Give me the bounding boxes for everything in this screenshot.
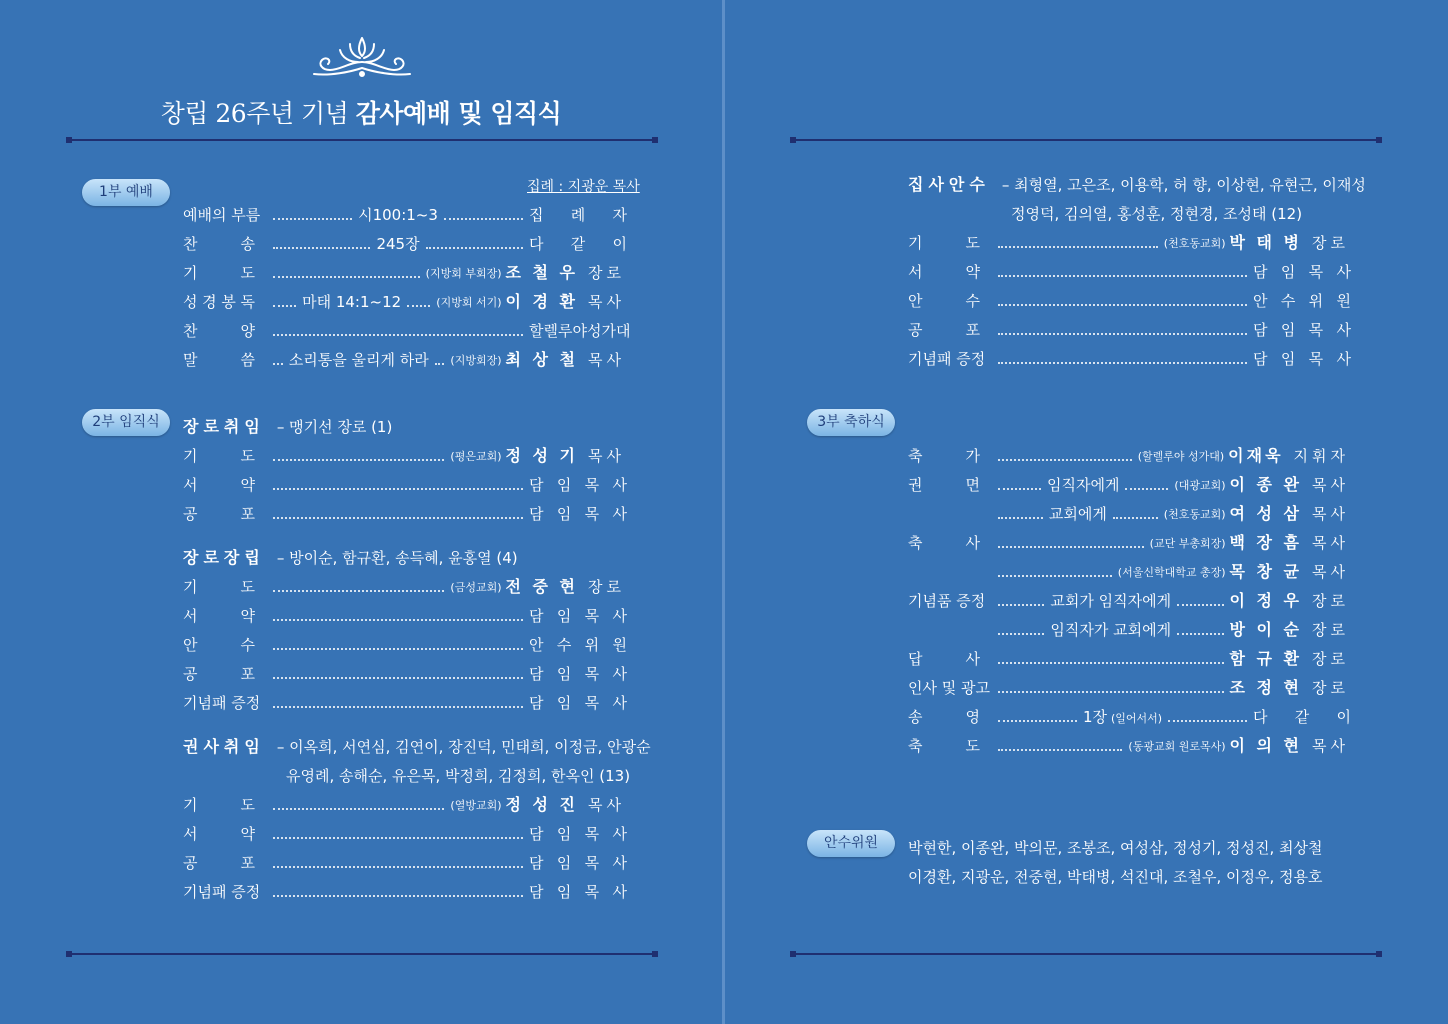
person-affiliation: (대광교회) [1174, 479, 1226, 492]
leader-dots [407, 305, 430, 307]
section-names: – 이옥희, 서연심, 김연이, 장진덕, 민태희, 이정금, 안광순 [276, 738, 651, 756]
row-label: 답 사 [908, 650, 980, 668]
person-affiliation: (천호동교회) [1163, 508, 1226, 521]
row-role: 담 임 목 사 [1253, 321, 1351, 339]
leader-dots [273, 895, 523, 897]
row-person [1230, 472, 1350, 498]
row-role: 담 임 목 사 [529, 665, 627, 683]
program-row [908, 646, 1351, 672]
program-row [908, 733, 1351, 759]
row-person [506, 443, 626, 469]
section-heading: 권사취임 [183, 737, 265, 756]
row-detail: 소리통을 울리게 하라 [288, 351, 429, 369]
row-person [1230, 559, 1350, 585]
leader-dots [998, 362, 1247, 364]
leader-dots [1125, 488, 1168, 490]
leader-dots [273, 218, 352, 220]
title-main: 감사예배 및 임직식 [355, 99, 562, 128]
leader-dots [444, 218, 523, 220]
committee-line1: 박현한, 이종완, 박의문, 조봉조, 여성삼, 정성기, 정성진, 최상철 [908, 839, 1323, 857]
ornament-icon [310, 34, 414, 80]
committee-badge: 안수위원 [807, 830, 895, 857]
person-affiliation: (서울신학대학교 총장) [1117, 566, 1226, 579]
person-affiliation: (평은교회) [450, 450, 502, 463]
row-label: 서 약 [183, 476, 255, 494]
part1-badge: 1부 예배 [82, 179, 170, 206]
section-names: – 최형열, 고은조, 이용학, 허 향, 이상현, 유현근, 이재성 [1001, 176, 1366, 194]
person-title: 장로 [1312, 650, 1349, 668]
program-row [183, 574, 627, 600]
row-role: 담 임 목 사 [529, 694, 627, 712]
row-label: 말 씀 [183, 351, 255, 369]
row-detail: 교회에게 [1048, 505, 1107, 523]
row-label: 기 도 [908, 234, 980, 252]
person-affiliation: (금성교회) [450, 581, 502, 594]
leader-dots [273, 706, 523, 708]
person-affiliation: (할렐루야 성가대) [1137, 450, 1225, 463]
row-role: 안 수 위 원 [529, 636, 627, 654]
section-names-cont [1011, 201, 1302, 227]
person-name: 목 창 균 [1229, 562, 1303, 581]
section-heading-row [908, 172, 1366, 198]
leader-dots [1113, 517, 1158, 519]
person-title: 장로 [1312, 234, 1349, 252]
leader-dots [1168, 720, 1247, 722]
leader-dots [273, 247, 370, 249]
leader-dots [998, 604, 1044, 606]
leader-dots [998, 459, 1132, 461]
program-row [183, 603, 627, 629]
person-affiliation: (열방교회) [450, 799, 502, 812]
person-name: 정 성 진 [505, 795, 579, 814]
person-title: 장로 [1312, 592, 1349, 610]
program-row [183, 632, 627, 658]
row-detail: 임직자에게 [1046, 476, 1120, 494]
row-role: 담 임 목 사 [529, 883, 627, 901]
person-title: 장로 [1312, 679, 1349, 697]
leader-dots [273, 808, 444, 810]
program-row [908, 443, 1351, 469]
top-rule [68, 139, 656, 141]
row-role: 담 임 목 사 [1253, 263, 1351, 281]
program-row [908, 472, 1351, 498]
row-label: 공 포 [183, 665, 255, 683]
program-row [183, 318, 631, 344]
row-label: 공 포 [183, 505, 255, 523]
row-label: 서 약 [183, 825, 255, 843]
row-role: 다 같 이 [1253, 708, 1351, 726]
row-person [1230, 733, 1350, 759]
leader-dots [273, 837, 523, 839]
row-label: 공 포 [908, 321, 980, 339]
program-row [183, 260, 627, 286]
program-row [183, 501, 627, 527]
program-row [908, 588, 1351, 614]
row-label: 기 도 [183, 264, 255, 282]
person-title: 목사 [588, 351, 625, 369]
program-row [908, 617, 1351, 643]
person-name: 최 상 철 [505, 350, 579, 369]
program-row [908, 675, 1351, 701]
leader-dots [273, 866, 523, 868]
person-name: 함 규 환 [1229, 649, 1303, 668]
program-row [908, 501, 1351, 527]
program-row [183, 661, 627, 687]
program-row [183, 443, 627, 469]
person-name: 방 이 순 [1229, 620, 1303, 639]
row-label: 찬 송 [183, 235, 255, 253]
row-label: 권 면 [908, 476, 980, 494]
row-label: 축 도 [908, 737, 980, 755]
leader-dots [273, 363, 283, 365]
program-row [183, 347, 627, 373]
row-label: 서 약 [183, 607, 255, 625]
row-person [506, 289, 626, 315]
program-row [908, 346, 1351, 372]
leader-dots [998, 546, 1144, 548]
leader-dots [273, 305, 296, 307]
leader-dots [273, 334, 523, 336]
title-prefix: 창립 26주년 기념 [160, 99, 349, 128]
leader-dots [426, 247, 523, 249]
section-heading-row [183, 545, 518, 571]
row-person [1230, 646, 1350, 672]
row-role: 담 임 목 사 [529, 825, 627, 843]
top-rule-right [792, 139, 1380, 141]
row-role: 할렐루야 성가대 [529, 322, 631, 340]
program-row [183, 850, 627, 876]
leader-dots [998, 246, 1158, 248]
person-affiliation: (천호동교회) [1163, 237, 1226, 250]
row-person [506, 347, 626, 373]
part3-badge: 3부 축하식 [807, 409, 895, 436]
person-title: 목사 [588, 447, 625, 465]
person-name: 이재욱 [1228, 446, 1284, 465]
program-row [908, 259, 1351, 285]
person-affiliation: (지방회 서기) [436, 296, 502, 309]
program-row [908, 288, 1351, 314]
person-name: 조 정 현 [1229, 678, 1303, 697]
leader-dots [998, 749, 1122, 751]
row-label: 기 도 [183, 578, 255, 596]
row-detail-note: (일어서서) [1110, 712, 1163, 725]
leader-dots [998, 662, 1224, 664]
section-heading-row [183, 414, 392, 440]
row-label: 성 경 봉 독 [183, 293, 255, 311]
bottom-rule-right [792, 953, 1380, 955]
row-label: 송 영 [908, 708, 980, 726]
program-row [908, 530, 1351, 556]
leader-dots [273, 488, 523, 490]
row-detail: 1장 (일어서서) [1082, 708, 1163, 726]
row-label: 기념패 증정 [183, 694, 261, 712]
program-row [183, 231, 627, 257]
person-name: 정 성 기 [505, 446, 579, 465]
row-label: 기념패 증정 [908, 350, 986, 368]
row-detail: 교회가 임직자에게 [1050, 592, 1172, 610]
person-affiliation: (지방회장) [450, 354, 502, 367]
row-person [1230, 530, 1350, 556]
row-label: 공 포 [183, 854, 255, 872]
program-row [183, 879, 627, 905]
row-role: 집 례 자 [529, 206, 627, 224]
row-label: 예배의 부름 [183, 206, 261, 224]
person-name: 여 성 삼 [1229, 504, 1303, 523]
row-role: 담 임 목 사 [1253, 350, 1351, 368]
person-title: 목사 [1312, 505, 1349, 523]
row-label: 기 도 [183, 447, 255, 465]
leader-dots [273, 459, 444, 461]
person-name: 이 종 완 [1229, 475, 1303, 494]
person-title: 장로 [588, 264, 625, 282]
row-detail: 임직자가 교회에게 [1050, 621, 1172, 639]
person-title: 목사 [1312, 476, 1349, 494]
row-role: 안 수 위 원 [1253, 292, 1351, 310]
section-names: 유영례, 송해순, 유은목, 박정희, 김정희, 한옥인 (13) [286, 767, 631, 785]
program-row [183, 289, 627, 315]
bottom-rule [68, 953, 656, 955]
section-heading-row [183, 734, 651, 760]
section-names: – 맹기선 장로 (1) [276, 418, 393, 436]
leader-dots [273, 648, 523, 650]
row-label: 기념패 증정 [183, 883, 261, 901]
person-name: 이 정 우 [1229, 591, 1303, 610]
row-detail: 시100:1~3 [358, 206, 438, 224]
row-person [506, 574, 626, 600]
page-title [0, 94, 722, 130]
leader-dots [1177, 604, 1223, 606]
row-role: 다 같 이 [529, 235, 627, 253]
leader-dots [998, 720, 1077, 722]
person-title: 목사 [1312, 534, 1349, 552]
leader-dots [273, 677, 523, 679]
program-row [908, 704, 1351, 730]
row-person [1230, 588, 1350, 614]
row-person [506, 260, 626, 286]
row-label: 축 사 [908, 534, 980, 552]
leader-dots [998, 333, 1247, 335]
person-affiliation: (동광교회 원로목사) [1128, 740, 1226, 753]
row-label: 기 도 [183, 796, 255, 814]
person-name: 이 경 환 [505, 292, 579, 311]
committee-line2: 이경환, 지광운, 전중현, 박태병, 석진대, 조철우, 이정우, 정용호 [908, 868, 1323, 886]
left-page [0, 0, 722, 1024]
leader-dots [273, 517, 523, 519]
leader-dots [435, 363, 445, 365]
row-label: 안 수 [908, 292, 980, 310]
program-row [908, 230, 1351, 256]
presider: 집례 : 지광운 목사 [527, 179, 640, 195]
program-row [908, 559, 1351, 585]
leader-dots [998, 488, 1041, 490]
row-role: 담 임 목 사 [529, 476, 627, 494]
row-person [1228, 443, 1349, 469]
row-person [1230, 230, 1350, 256]
section-heading: 장로장립 [183, 548, 265, 567]
person-title: 목사 [1312, 737, 1349, 755]
leader-dots [998, 633, 1044, 635]
leader-dots [998, 304, 1247, 306]
part2-badge: 2부 임직식 [82, 409, 170, 436]
program-row [183, 690, 627, 716]
person-affiliation: (교단 부총회장) [1149, 537, 1226, 550]
section-names: 정영덕, 김의열, 홍성훈, 정현경, 조성태 (12) [1011, 205, 1303, 223]
person-title: 장로 [1312, 621, 1349, 639]
row-person [506, 792, 626, 818]
row-person [1230, 675, 1350, 701]
leader-dots [273, 619, 523, 621]
person-name: 조 철 우 [505, 263, 579, 282]
person-title: 목사 [1312, 563, 1349, 581]
row-person [1230, 501, 1350, 527]
row-detail: 245장 [376, 235, 420, 253]
right-page [725, 0, 1448, 1024]
leader-dots [273, 590, 444, 592]
person-name: 박 태 병 [1229, 233, 1303, 252]
person-name: 백 장 흠 [1229, 533, 1303, 552]
person-affiliation: (지방회 부회장) [425, 267, 502, 280]
row-role: 담 임 목 사 [529, 854, 627, 872]
leader-dots [998, 575, 1112, 577]
person-title: 목사 [588, 293, 625, 311]
leader-dots [998, 691, 1224, 693]
row-label: 찬 양 [183, 322, 255, 340]
row-label: 기념품 증정 [908, 592, 986, 610]
leader-dots [998, 275, 1247, 277]
person-title: 목사 [588, 796, 625, 814]
row-label: 축 가 [908, 447, 980, 465]
person-title: 장로 [588, 578, 625, 596]
person-name: 전 중 현 [505, 577, 579, 596]
program-row [183, 821, 627, 847]
section-heading: 장로취임 [183, 417, 265, 436]
row-label: 서 약 [908, 263, 980, 281]
leader-dots [998, 517, 1043, 519]
program-row [183, 472, 627, 498]
section-names-cont [286, 763, 630, 789]
leader-dots [1177, 633, 1223, 635]
row-role: 담 임 목 사 [529, 607, 627, 625]
row-label: 인사 및 광고 [908, 679, 990, 697]
section-names: – 방이순, 함규환, 송득혜, 윤홍열 (4) [276, 549, 518, 567]
section-heading: 집사안수 [908, 175, 990, 194]
person-title: 지휘자 [1293, 447, 1350, 465]
program-row [908, 317, 1351, 343]
row-label: 안 수 [183, 636, 255, 654]
person-name: 이 의 현 [1229, 736, 1303, 755]
program-row [183, 792, 627, 818]
row-detail: 마태 14:1~12 [302, 293, 402, 311]
leader-dots [273, 276, 420, 278]
row-role: 담 임 목 사 [529, 505, 627, 523]
row-person [1230, 617, 1350, 643]
program-row [183, 202, 627, 228]
